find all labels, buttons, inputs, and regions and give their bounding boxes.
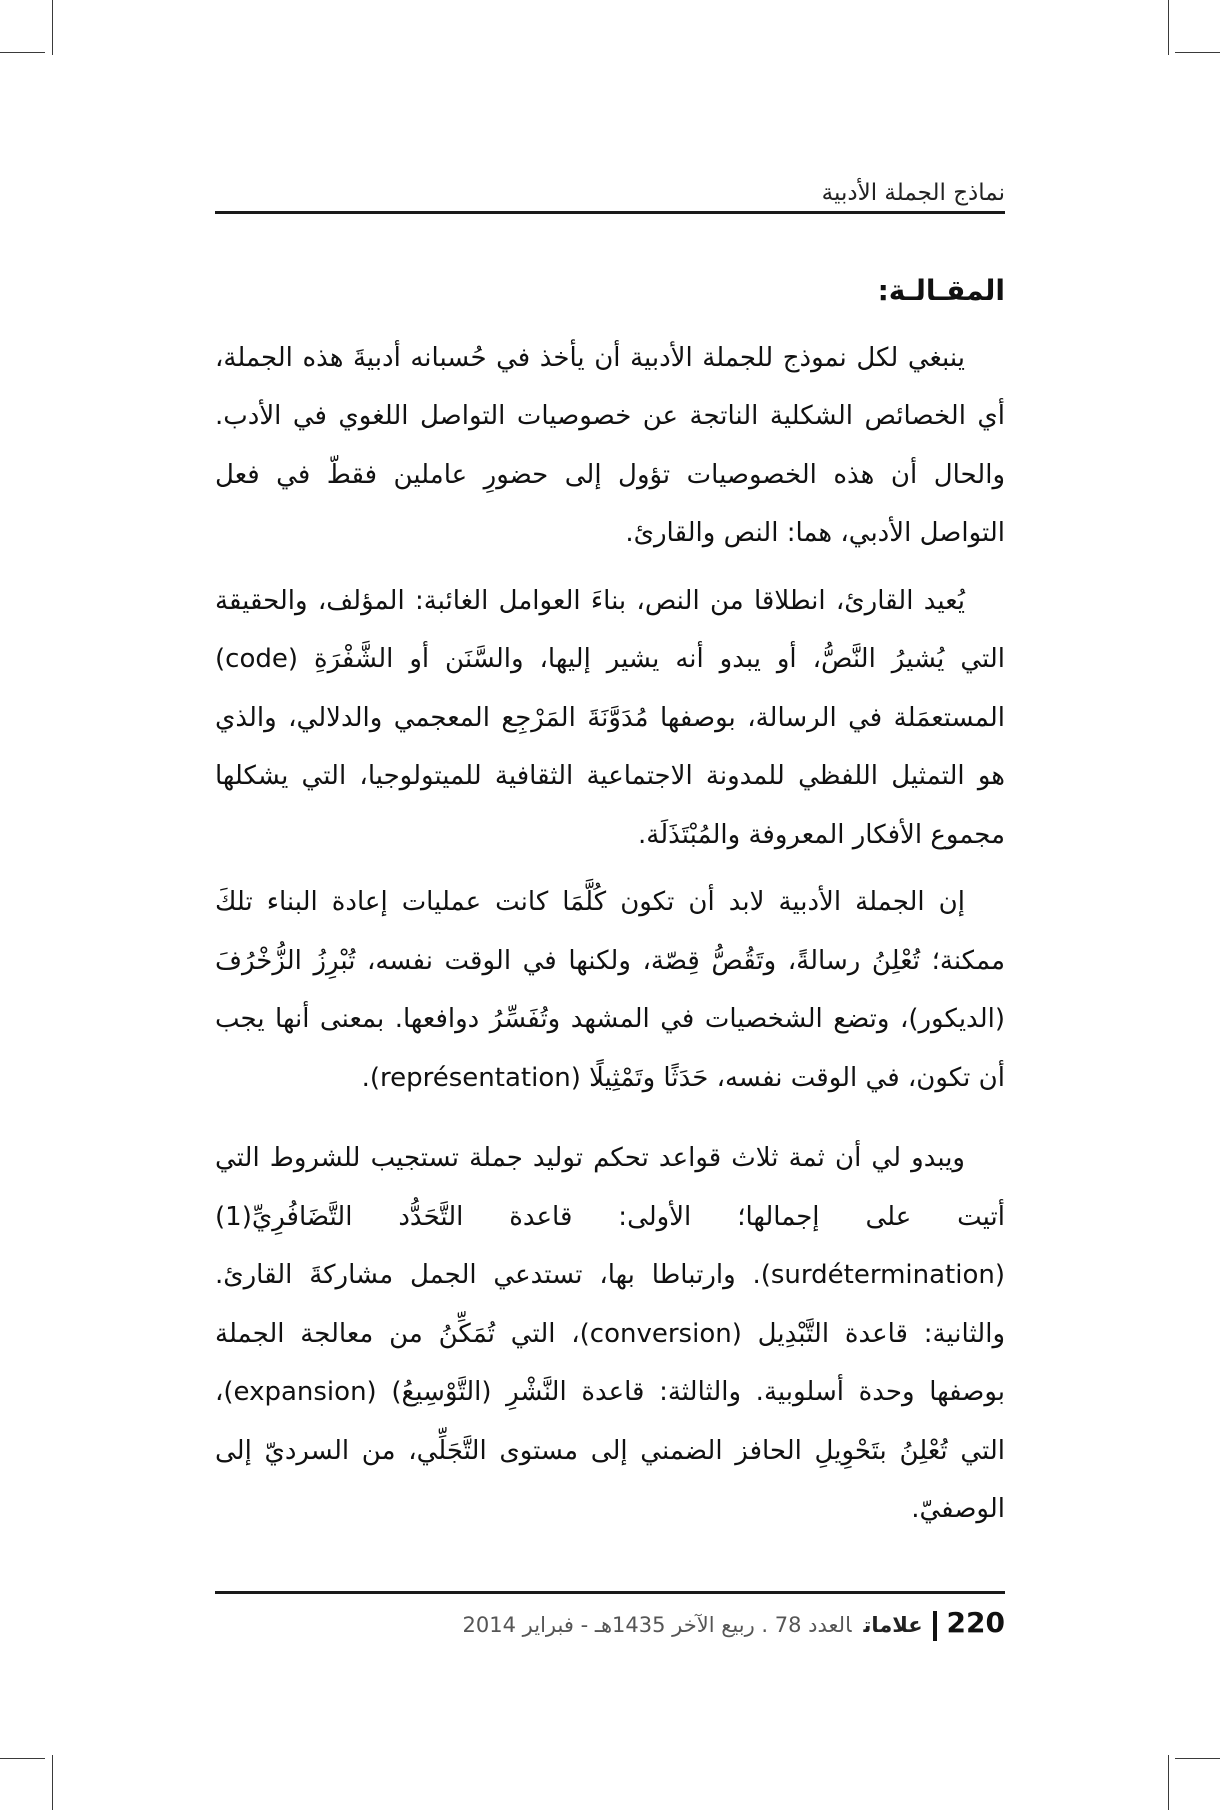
crop-mark: [52, 1755, 53, 1810]
crop-mark: [0, 52, 45, 53]
journal-name: علامات: [863, 1613, 923, 1637]
issue-info: العدد 78 . ربيع الآخر 1435هـ - فبراير 2014: [462, 1613, 852, 1637]
section-heading: المقـالـة:: [877, 274, 1005, 307]
page-footer: [215, 1603, 1005, 1643]
header-rule: [215, 211, 1005, 214]
paragraph: يُعيد القارئ، انطلاقا من النص، بناءَ العوامل الغائبة: المؤلف، والحقيقة التي يُشيرُ النَّصُّ، أو يبدو أنه يشير إليها، والسَّنَن أو الشَّفْرَةِ (code) المستعمَلة في الرسالة، بوصفها مُدَوَّنَةَ المَرْجِع المعجمي والدلالي، والذي هو التمثيل اللفظي للمدونة الاجتماعية الثقافية للميتولوجيا، التي يشكلها مجموع الأفكار المعروفة والمُبْتَذَلَة.: [215, 585, 1005, 850]
main-text: [215, 262, 1005, 1539]
paragraph: ويبدو لي أن ثمة ثلاث قواعد تحكم توليد جملة تستجيب للشروط التي أتيت على إجمالها؛ الأولى: قاعدة التَّحَدُّد التَّضَافُرِيِّ(1) (surdétermination). وارتباطا بها، تستدعي الجمل مشاركةَ القارئ. والثانية: قاعدة التَّبْدِيل (conversion)، التي تُمَكِّنُ من معالجة الجملة بوصفها وحدة أسلوبية. والثالثة: قاعدة النَّشْرِ (التَّوْسِيعُ) (expansion)، التي تُعْلِنُ بتَحْوِيلِ الحافز الضمني إلى مستوى التَّجَلِّي، من السرديّ إلى الوصفيّ.: [215, 1143, 1006, 1524]
crop-mark: [1168, 1755, 1169, 1810]
crop-mark: [1175, 52, 1220, 53]
crop-mark: [1168, 0, 1169, 55]
running-head: نماذج الجملة الأدبية: [821, 180, 1005, 206]
crop-mark: [1175, 1758, 1220, 1759]
crop-mark: [52, 0, 53, 55]
paragraph: إن الجملة الأدبية لابد أن تكون كُلَّمَا كانت عمليات إعادة البناء تلكَ ممكنة؛ تُعْلِنُ رسالةً، وتَقُصُّ قِصّة، ولكنها في الوقت نفسه، تُبْرِزُ الزُّخْرُفَ (الديكور)، وتضع الشخصيات في المشهد وتُفَسِّرُ دوافعها. بمعنى أنها يجب أن تكون، في الوقت نفسه، حَدَثًا وتَمْثِيلًا (représentation).: [215, 887, 1005, 1093]
footer-rule: [215, 1591, 1005, 1594]
crop-mark: [0, 1758, 45, 1759]
page-number: 220: [946, 1606, 1005, 1639]
footer-separator: [933, 1611, 937, 1641]
paragraph: ينبغي لكل نموذج للجملة الأدبية أن يأخذ في حُسبانه أدبيةَ هذه الجملة، أي الخصائص الشكلية الناتجة عن خصوصيات التواصل اللغوي في الأدب. والحال أن هذه الخصوصيات تؤول إلى حضورِ عاملين فقطّ في فعل التواصل الأدبي، هما: النص والقارئ.: [215, 342, 1005, 548]
